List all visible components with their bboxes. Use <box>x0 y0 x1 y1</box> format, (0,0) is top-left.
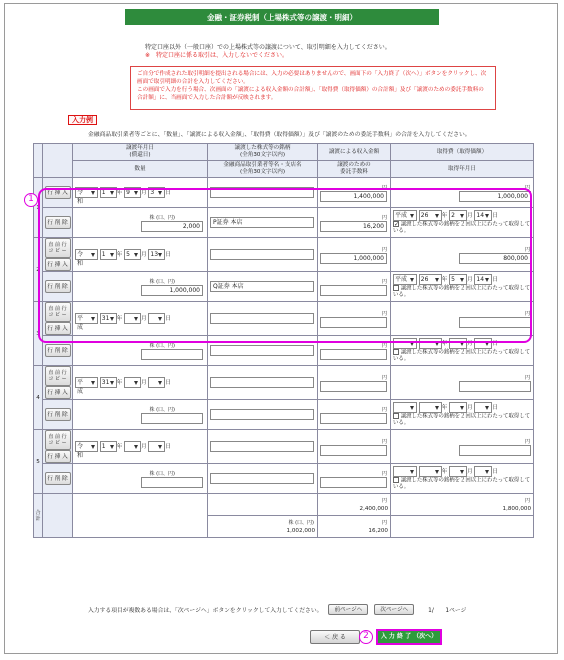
commission-cell <box>318 464 391 494</box>
table-row <box>34 400 534 430</box>
checkbox-label: 譲渡した株式等の銘柄を２回以上にわたって取得している。 <box>393 221 531 235</box>
month-select[interactable] <box>124 313 141 324</box>
stock-name-input[interactable] <box>210 441 314 452</box>
acq-day-select[interactable] <box>474 402 492 413</box>
transaction-table <box>33 143 534 538</box>
row-button-cell <box>43 238 73 272</box>
quantity-input[interactable]: 2,000 <box>141 221 203 232</box>
acq-year-select[interactable]: 26 <box>419 210 442 221</box>
yen-unit: 円 <box>381 374 387 381</box>
multi-acquisition-checkbox-row <box>393 221 531 236</box>
day-unit: 日 <box>165 444 171 450</box>
header-commission-label: 譲渡のための <box>337 162 371 168</box>
year-unit: 年 <box>441 340 448 347</box>
header-date-label: 譲渡年月日 <box>126 145 154 151</box>
era-select[interactable]: 平成 <box>75 313 98 324</box>
insert-row-button[interactable]: 行 挿 入 <box>45 386 71 399</box>
stock-name-input[interactable] <box>210 249 314 260</box>
month-unit: 月 <box>467 276 473 283</box>
acq-era-select[interactable]: 平成 <box>393 210 417 221</box>
intro-line-1: 特定口座以外（一般口座）での上場株式等の譲渡について、取引明細を入力してください。 <box>145 44 391 51</box>
era-select[interactable]: 平成 <box>75 377 98 388</box>
year-select[interactable]: 31 <box>100 313 117 324</box>
acq-month-select[interactable] <box>449 402 467 413</box>
month-unit: 月 <box>141 444 147 450</box>
acq-date-cell <box>391 208 534 238</box>
quantity-input[interactable] <box>141 477 203 488</box>
revenue-input[interactable] <box>320 445 387 456</box>
acq-date-cell <box>391 272 534 302</box>
table-row <box>34 366 534 400</box>
revenue-input[interactable]: 1,000,000 <box>320 253 387 264</box>
cost-input[interactable] <box>459 381 531 392</box>
multi-acquisition-checkbox-row <box>393 349 531 364</box>
day-unit: 日 <box>492 404 498 411</box>
table-row <box>34 430 534 464</box>
acq-era-select[interactable] <box>393 402 417 413</box>
total-qty-value: 1,002,000 <box>286 527 315 534</box>
acq-date-cell <box>391 336 534 366</box>
stock-name-input[interactable] <box>210 187 314 198</box>
qty-cell <box>73 272 208 302</box>
acq-month-select[interactable]: 5 <box>449 274 467 285</box>
broker-input[interactable] <box>210 473 314 484</box>
qty-unit: 株 (口、円) <box>149 278 175 285</box>
month-unit: 月 <box>141 190 147 196</box>
lead-text: 金融商品取引業者等ごとに、「数量」、「譲渡による収入金額」、「取得費（取得価額）」及び「譲渡のための委託手数料」の合計を入力してください。 <box>88 132 471 138</box>
qty-unit: 株 (口、円) <box>149 406 175 413</box>
multi-acquisition-checkbox[interactable] <box>393 477 399 483</box>
commission-input[interactable] <box>320 413 387 424</box>
copy-prev-row-button[interactable]: 直 前 行 コ ピ ー <box>45 430 71 450</box>
year-unit: 年 <box>116 380 123 386</box>
acq-day-select[interactable]: 14 <box>474 210 492 221</box>
row-button-cell <box>43 366 73 400</box>
month-select[interactable] <box>124 441 141 452</box>
copy-prev-row-button[interactable]: 直 前 行 コ ピ ー <box>45 366 71 386</box>
row-number: 2 <box>34 238 43 302</box>
qty-unit: 株 (口、円) <box>149 342 175 349</box>
month-select[interactable]: 5 <box>124 249 141 260</box>
table-row <box>34 272 534 302</box>
era-select[interactable]: 令和 <box>75 187 98 198</box>
yen-unit: 円 <box>381 246 387 253</box>
month-unit: 月 <box>141 380 147 386</box>
day-unit: 日 <box>492 340 498 347</box>
day-unit: 日 <box>492 276 498 283</box>
total-qty <box>208 516 318 538</box>
header-broker-sub: (全角30文字以内) <box>239 169 286 175</box>
row-button-cell <box>43 272 73 302</box>
acq-era-select[interactable] <box>393 338 417 349</box>
notice-paragraph-2: この画面で入力を行う場合、次画面の「譲渡による収入金額の合計額」、「取得費（取得価額）の合計額」及び「譲渡のための委託手数料の合計額」に、当画面で入力した合計額が反映されます。 <box>137 87 484 101</box>
year-unit: 年 <box>116 252 123 258</box>
date-cell <box>73 238 208 272</box>
acq-era-select[interactable]: 平成 <box>393 274 417 285</box>
yen-unit: 円 <box>524 246 530 253</box>
day-unit: 日 <box>492 212 498 219</box>
header-cost: 取得費（取得価額） <box>391 144 534 161</box>
date-cell <box>73 366 208 400</box>
date-cell <box>73 430 208 464</box>
acq-year-select[interactable] <box>419 338 442 349</box>
commission-cell <box>318 400 391 430</box>
commission-input[interactable] <box>320 477 387 488</box>
intro-text <box>145 44 485 60</box>
row-button-cell <box>43 400 73 430</box>
total-blank-date <box>73 494 208 538</box>
day-unit: 日 <box>165 252 171 258</box>
pagination-bar <box>88 604 466 615</box>
day-select[interactable] <box>148 441 165 452</box>
name-cell <box>208 430 318 464</box>
header-name-sub: (全角30文字以内) <box>239 152 286 158</box>
row-button-cell <box>43 336 73 366</box>
year-unit: 年 <box>441 212 448 219</box>
insert-row-button[interactable]: 行 挿 入 <box>45 450 71 463</box>
revenue-cell <box>318 178 391 208</box>
broker-cell <box>208 400 318 430</box>
cost-cell <box>391 366 534 400</box>
yen-unit: 円 <box>381 310 387 317</box>
acq-month-select[interactable] <box>449 338 467 349</box>
date-cell <box>73 302 208 336</box>
month-unit: 月 <box>467 404 473 411</box>
year-select[interactable]: 31 <box>100 377 117 388</box>
broker-cell <box>208 336 318 366</box>
month-select[interactable] <box>124 377 141 388</box>
multi-acquisition-checkbox-row <box>393 285 531 300</box>
acq-year-select[interactable] <box>419 466 442 477</box>
revenue-input[interactable] <box>320 317 387 328</box>
acq-era-select[interactable] <box>393 466 417 477</box>
header-broker-label: 金融商品取引業者等名・支店名 <box>223 162 302 168</box>
qty-cell <box>73 208 208 238</box>
cost-cell <box>391 302 534 336</box>
checkbox-label: 譲渡した株式等の銘柄を２回以上にわたって取得している。 <box>393 413 531 427</box>
qty-unit: 株 (口、円) <box>149 470 175 477</box>
day-unit: 日 <box>492 468 498 475</box>
multi-acquisition-checkbox-row <box>393 477 531 492</box>
total-commission-value: 16,200 <box>368 527 388 534</box>
year-unit: 年 <box>116 190 123 196</box>
table-row <box>34 208 534 238</box>
day-unit: 日 <box>165 316 171 322</box>
header-acq-date: 取得年月日 <box>391 161 534 178</box>
day-unit: 日 <box>165 190 171 196</box>
delete-row-button[interactable]: 行 削 除 <box>45 344 71 357</box>
total-cost <box>391 494 534 516</box>
acq-date-cell <box>391 464 534 494</box>
checkbox-label: 譲渡した株式等の銘柄を２回以上にわたって取得している。 <box>393 285 531 299</box>
year-select[interactable]: 1 <box>100 187 117 198</box>
cost-input[interactable]: 800,000 <box>459 253 531 264</box>
copy-prev-row-button[interactable]: 直 前 行 コ ピ ー <box>45 238 71 258</box>
cost-input[interactable]: 1,000,000 <box>459 191 531 202</box>
era-select[interactable]: 令和 <box>75 441 98 452</box>
year-unit: 年 <box>441 468 448 475</box>
total-blank-name <box>208 494 318 516</box>
revenue-cell <box>318 302 391 336</box>
quantity-input[interactable]: 1,000,000 <box>141 285 203 296</box>
acq-month-select[interactable]: 2 <box>449 210 467 221</box>
table-row <box>34 238 534 272</box>
month-unit: 月 <box>467 340 473 347</box>
broker-input[interactable] <box>210 409 314 420</box>
next-page-button[interactable]: 次ページへ <box>374 604 414 615</box>
header-date-sub: (償還日) <box>129 152 151 158</box>
multi-acquisition-checkbox[interactable]: ✓ <box>394 220 400 228</box>
insert-row-button[interactable]: 行 挿 入 <box>45 186 71 199</box>
stock-name-input[interactable] <box>210 313 314 324</box>
input-example-link[interactable]: 入力例 <box>68 115 97 125</box>
yen-unit: 円 <box>381 278 387 285</box>
day-select[interactable]: 3 <box>148 187 165 198</box>
broker-cell <box>208 272 318 302</box>
cost-cell <box>391 430 534 464</box>
name-cell <box>208 366 318 400</box>
name-cell <box>208 302 318 336</box>
yen-unit: 円 <box>524 374 530 381</box>
name-cell <box>208 238 318 272</box>
name-cell <box>208 178 318 208</box>
year-unit: 年 <box>116 444 123 450</box>
month-unit: 月 <box>141 316 147 322</box>
checkbox-label: 譲渡した株式等の銘柄を２回以上にわたって取得している。 <box>393 477 531 491</box>
broker-cell <box>208 464 318 494</box>
header-revenue: 譲渡による収入金額 <box>318 144 391 161</box>
header-name <box>208 144 318 161</box>
month-unit: 月 <box>467 468 473 475</box>
header-blank <box>34 144 43 178</box>
multi-acquisition-checkbox[interactable] <box>393 349 399 355</box>
header-qty: 数量 <box>73 161 208 178</box>
qty-unit: 株 (口、円) <box>149 214 175 221</box>
revenue-cell <box>318 430 391 464</box>
year-unit: 年 <box>116 316 123 322</box>
revenue-input[interactable]: 1,400,000 <box>320 191 387 202</box>
stock-name-input[interactable] <box>210 377 314 388</box>
total-blank <box>43 494 73 538</box>
qty-cell <box>73 464 208 494</box>
quantity-input[interactable] <box>141 413 203 424</box>
day-select[interactable]: 13 <box>148 249 165 260</box>
pagination-text: 入力する項目が複数ある場合は、「次ページへ」ボタンをクリックして入力してください。 <box>88 608 323 614</box>
acq-day-select[interactable]: 14 <box>474 274 492 285</box>
acq-month-select[interactable] <box>449 466 467 477</box>
table-row <box>34 178 534 208</box>
finish-input-button[interactable]: 入 力 終 了 （次へ）＞ <box>376 629 442 645</box>
quantity-input[interactable] <box>141 349 203 360</box>
table-row <box>34 302 534 336</box>
total-commission <box>318 516 391 538</box>
qty-cell <box>73 400 208 430</box>
yen-unit: 円 <box>524 438 530 445</box>
row-button-cell <box>43 464 73 494</box>
acq-year-select[interactable] <box>419 402 442 413</box>
commission-cell <box>318 272 391 302</box>
day-unit: 日 <box>165 380 171 386</box>
row-button-cell <box>43 208 73 238</box>
row-number: 4 <box>34 366 43 430</box>
header-broker <box>208 161 318 178</box>
yen-unit: 円 <box>381 470 387 477</box>
notice-box <box>130 66 496 110</box>
row-button-cell <box>43 430 73 464</box>
commission-cell <box>318 208 391 238</box>
copy-prev-row-button[interactable]: 直 前 行 コ ピ ー <box>45 302 71 322</box>
total-cost-value: 1,800,000 <box>502 505 531 512</box>
header-commission-label-2: 委託手数料 <box>340 169 368 175</box>
month-select[interactable]: 9 <box>124 187 141 198</box>
back-button[interactable]: ＜ 戻 る <box>310 630 360 644</box>
revenue-cell <box>318 366 391 400</box>
multi-acquisition-checkbox-row <box>393 413 531 428</box>
header-blank-2 <box>43 144 73 178</box>
date-cell <box>73 178 208 208</box>
row-number: 5 <box>34 430 43 494</box>
notice-paragraph-1: ご自分で作成された取引明細を提出される場合には、入力の必要はありませんので、画面下の「入力終了（次へ）」ボタンをクリックし、次画面で取引明細の合計を入力してください。 <box>137 71 487 85</box>
row-number: 3 <box>34 302 43 366</box>
yen-unit: 円 <box>381 184 387 191</box>
header-name-label: 譲渡した株式等の銘柄 <box>234 145 291 151</box>
prev-page-button[interactable]: 前ページへ <box>328 604 368 615</box>
row-button-cell <box>43 302 73 336</box>
multi-acquisition-checkbox[interactable] <box>393 413 399 419</box>
commission-input[interactable] <box>320 349 387 360</box>
day-select[interactable] <box>148 377 165 388</box>
total-cost-unit: 円 <box>524 497 530 504</box>
insert-row-button[interactable]: 行 挿 入 <box>45 322 71 335</box>
month-unit: 月 <box>141 252 147 258</box>
cost-cell <box>391 238 534 272</box>
page-indicator: 1/ 1ページ <box>428 608 467 614</box>
month-unit: 月 <box>467 212 473 219</box>
header-commission <box>318 161 391 178</box>
total-qty-unit: 株 (口、円) <box>288 519 314 526</box>
qty-cell <box>73 336 208 366</box>
acq-day-select[interactable] <box>474 338 492 349</box>
day-select[interactable] <box>148 313 165 324</box>
year-unit: 年 <box>441 276 448 283</box>
total-label: 合計 <box>34 494 43 538</box>
acq-date-cell <box>391 400 534 430</box>
year-select[interactable]: 1 <box>100 441 117 452</box>
cost-input[interactable] <box>459 445 531 456</box>
broker-input[interactable]: Q証券 本店 <box>210 281 314 292</box>
delete-row-button[interactable]: 行 削 除 <box>45 408 71 421</box>
revenue-cell <box>318 238 391 272</box>
intro-line-2: ※ 特定口座に係る取引は、入力しないでください。 <box>145 52 289 59</box>
delete-row-button[interactable]: 行 削 除 <box>45 472 71 485</box>
commission-input[interactable]: 16,200 <box>320 221 387 232</box>
revenue-input[interactable] <box>320 381 387 392</box>
year-select[interactable]: 1 <box>100 249 117 260</box>
checkbox-label: 譲渡した株式等の銘柄を２回以上にわたって取得している。 <box>393 349 531 363</box>
delete-row-button[interactable]: 行 削 除 <box>45 216 71 229</box>
total-commission-unit: 円 <box>381 519 387 526</box>
era-select[interactable]: 令和 <box>75 249 98 260</box>
insert-row-button[interactable]: 行 挿 入 <box>45 258 71 271</box>
commission-input[interactable] <box>320 285 387 296</box>
total-revenue <box>318 494 391 516</box>
cost-input[interactable] <box>459 317 531 328</box>
yen-unit: 円 <box>381 214 387 221</box>
acq-day-select[interactable] <box>474 466 492 477</box>
total-revenue-unit: 円 <box>381 497 387 504</box>
commission-cell <box>318 336 391 366</box>
multi-acquisition-checkbox[interactable] <box>393 285 399 291</box>
annotation-badge-1: 1 <box>24 193 38 207</box>
acq-year-select[interactable]: 26 <box>419 274 442 285</box>
yen-unit: 円 <box>381 438 387 445</box>
total-revenue-value: 2,400,000 <box>359 505 388 512</box>
yen-unit: 円 <box>524 310 530 317</box>
header-date <box>73 144 208 161</box>
broker-cell <box>208 208 318 238</box>
broker-input[interactable]: P証券 本店 <box>210 217 314 228</box>
yen-unit: 円 <box>381 342 387 349</box>
table-row <box>34 464 534 494</box>
row-number: 1 <box>34 178 43 238</box>
delete-row-button[interactable]: 行 削 除 <box>45 280 71 293</box>
page-title: 金融・証券税制（上場株式等の譲渡・明細） <box>125 9 439 25</box>
row-button-cell <box>43 178 73 208</box>
yen-unit: 円 <box>381 406 387 413</box>
annotation-badge-2: 2 <box>359 630 373 644</box>
cost-cell <box>391 178 534 208</box>
total-blank-acq <box>391 516 534 538</box>
yen-unit: 円 <box>524 184 530 191</box>
year-unit: 年 <box>441 404 448 411</box>
table-row <box>34 336 534 366</box>
broker-input[interactable] <box>210 345 314 356</box>
